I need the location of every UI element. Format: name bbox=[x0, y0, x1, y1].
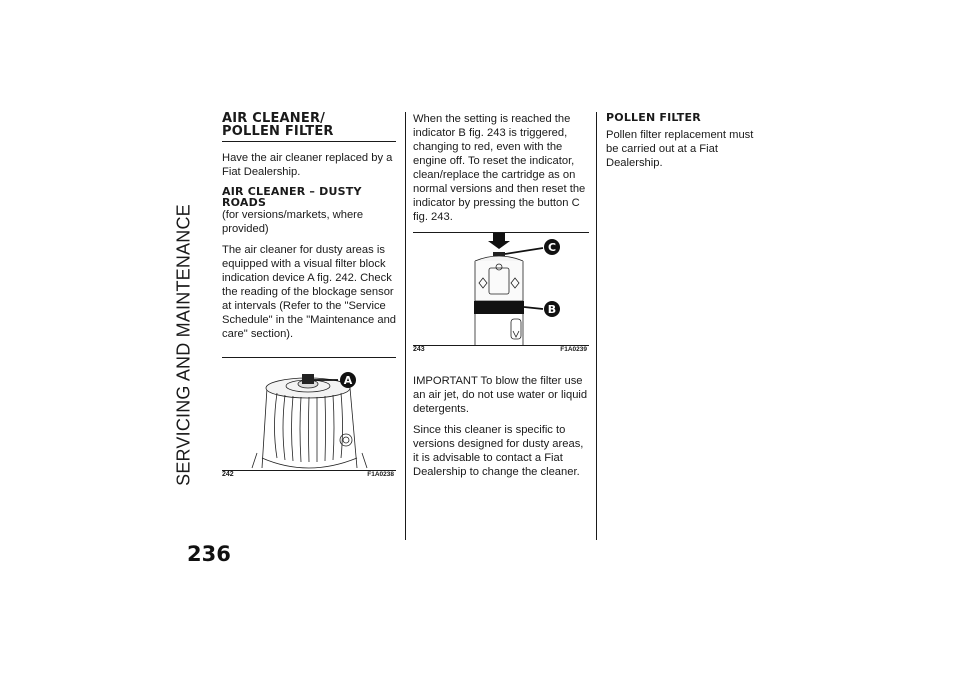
indicator-band bbox=[474, 301, 524, 314]
figure-number: 243 bbox=[413, 346, 425, 353]
arrow-down-icon bbox=[488, 233, 510, 249]
page-number: 236 bbox=[187, 542, 231, 566]
important-paragraph: IMPORTANT To blow the filter use an air jet, do not use water or liquid detergents. bbox=[413, 375, 588, 415]
reset-paragraph: When the setting is reached the indicator B fig. 243 is triggered, changing to red, even with the engine off. To reset the indicator, clean/replace the cartridge as on normal versions and then reset the indicator by pressing the button C fig. 243. bbox=[413, 113, 586, 223]
sub-heading-line-1: AIR CLEANER – DUSTY bbox=[222, 185, 362, 198]
figure-number: 242 bbox=[222, 471, 234, 478]
pollen-filter-heading: POLLEN FILTER bbox=[606, 111, 701, 124]
description-paragraph: The air cleaner for dusty areas is equipped with a visual filter block indication device A fig. 242. Check the reading of the blockage sensor at intervals (Refer to the "Service Schedule" in the "Maintenance and care" section). bbox=[222, 244, 397, 340]
air-cleaner-indicator-illustration bbox=[413, 233, 587, 345]
figure-243 bbox=[413, 232, 589, 353]
main-heading bbox=[222, 112, 396, 142]
column-divider bbox=[596, 112, 597, 540]
column-1 bbox=[222, 111, 397, 478]
callout-b-label: B bbox=[547, 303, 557, 316]
versions-note: (for versions/markets, where provided) bbox=[222, 209, 364, 235]
figure-code: F1A0239 bbox=[560, 346, 587, 353]
air-cleaner-illustration bbox=[222, 358, 394, 470]
pollen-filter-paragraph: Pollen filter replacement must be carried out at a Fiat Dealership. bbox=[606, 129, 754, 169]
column-3 bbox=[606, 112, 756, 177]
callout-c-label: C bbox=[547, 241, 557, 254]
column-divider bbox=[405, 112, 406, 540]
advice-paragraph: Since this cleaner is specific to versions designed for dusty areas, it is advisable to contact a Fiat Dealership to change the cleaner. bbox=[413, 424, 584, 478]
side-title-text: SERVICING AND MAINTENANCE bbox=[173, 204, 194, 486]
callout-a-label: A bbox=[343, 374, 353, 387]
figure-242 bbox=[222, 357, 396, 478]
figure-code: F1A0238 bbox=[367, 471, 394, 478]
blockage-indicator-icon bbox=[302, 374, 314, 384]
main-heading-line-1: AIR CLEANER/ bbox=[222, 111, 326, 126]
column-2 bbox=[413, 112, 589, 486]
intro-paragraph: Have the air cleaner replaced by a Fiat Dealership. bbox=[222, 152, 393, 178]
main-heading-line-2: POLLEN FILTER bbox=[222, 124, 334, 139]
sub-heading-line-2: ROADS bbox=[222, 196, 267, 209]
dusty-roads-heading bbox=[222, 186, 396, 208]
